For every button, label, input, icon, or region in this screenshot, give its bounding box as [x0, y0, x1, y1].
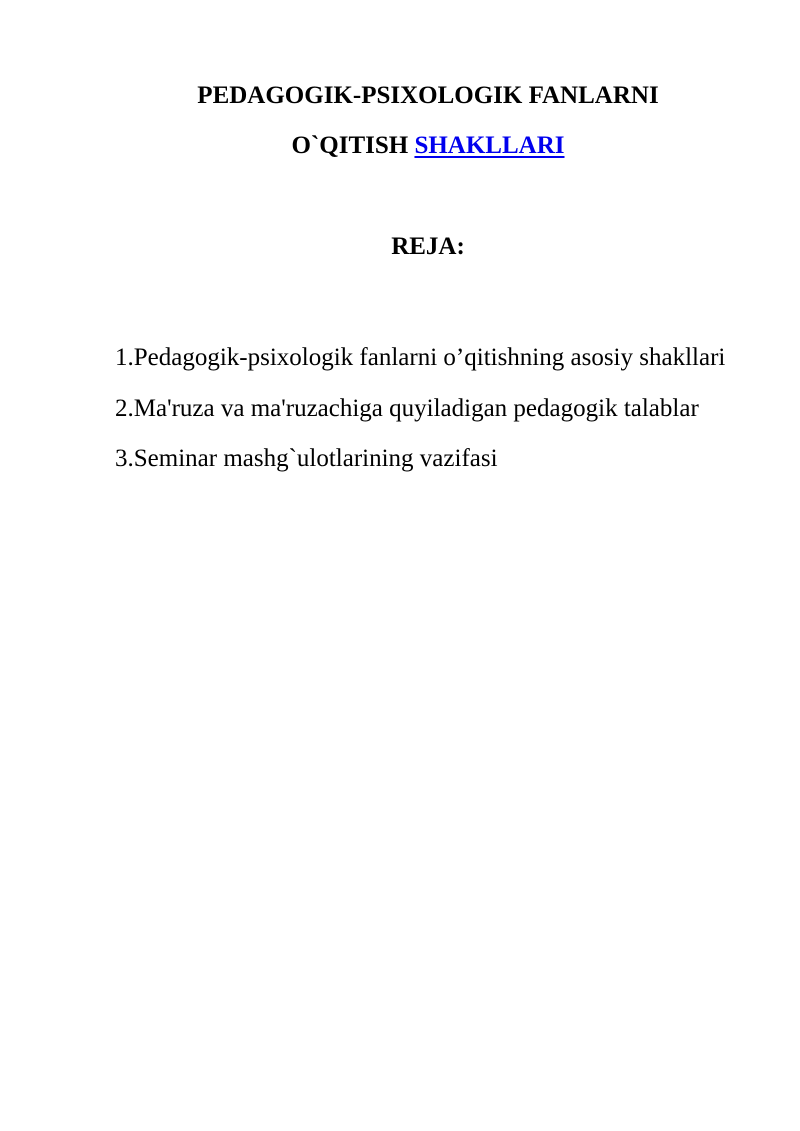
title-prefix: O`QITISH [291, 132, 409, 159]
plan-item: 2.Ma'ruza va ma'ruzachiga quyiladigan pedagogik talablar [115, 394, 699, 422]
document-title-line-2 [0, 131, 800, 161]
document-title-line-1: PEDAGOGIK-PSIXOLOGIK FANLARNI [197, 82, 659, 109]
plan-heading: REJA: [391, 233, 465, 260]
plan-item: 1.Pedagogik-psixologik fanlarni o’qitishning asosiy shakllari [115, 344, 726, 371]
plan-list [115, 333, 743, 485]
title-link-shakllari[interactable]: SHAKLLARI [414, 132, 565, 159]
plan-item: 3.Seminar mashg`ulotlarining vazifasi [115, 445, 498, 472]
